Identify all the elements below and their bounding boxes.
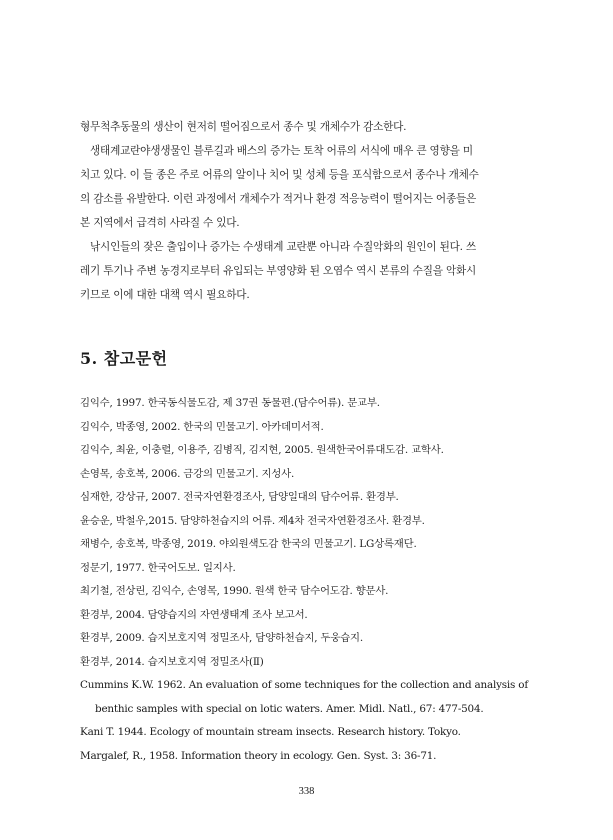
reference-item: 손영목, 송호복, 2006. 금강의 민물고기. 지성사. [80,467,295,480]
reference-item: 환경부, 2014. 습지보호지역 정밀조사(Ⅱ) [80,655,264,668]
reference-item: 김익수, 최윤, 이충렬, 이용주, 김병직, 김지현, 2005. 원색한국어류대도감. 교학사. [80,444,444,456]
section-heading: 5. 참고문헌 [80,349,168,368]
text-line: 형무척추동물의 생산이 현저히 떨어짐으로서 종수 및 개체수가 감소한다. [80,121,407,133]
text-line: 치고 있다. 이 들 종은 주로 어류의 알이나 치어 및 성체 등을 포식함으로서 종수나 개체수 [80,169,479,181]
reference-item: 김익수, 박종영, 2002. 한국의 민물고기. 아카데미서적. [80,420,324,433]
reference-item-continuation: benthic samples with special on lotic waters. Amer. Midl. Natl., 67: 477-504. [95,702,484,715]
text-line: 레기 투기나 주변 농경지로부터 유입되는 부영양화 된 오염수 역시 본류의 수질을 악화시 [80,265,477,277]
reference-item: 환경부, 2004. 담양습지의 자연생태계 조사 보고서. [80,608,308,621]
reference-item: 윤승운, 박철우,2015. 담양하천습지의 어류. 제4차 전국자연환경조사. 환경부. [80,514,425,527]
text-line: 낚시인들의 잦은 출입이나 증가는 수생태계 교란뿐 아니라 수질악화의 원인이 된다. 쓰 [90,241,477,253]
text-line: 의 감소를 유발한다. 이런 과정에서 개체수가 적거나 환경 적응능력이 떨어지는 어종들은 [80,193,477,205]
paragraph-3 [80,235,542,307]
text-line: 생태계교란야생생물인 블루길과 배스의 증가는 토착 어류의 서식에 매우 큰 영향을 미 [90,145,473,157]
paragraph-1 [80,115,542,139]
reference-item: 정문기, 1977. 한국어도보. 일지사. [80,561,236,574]
text-line: 키므로 이에 대한 대책 역시 필요하다. [80,289,250,301]
reference-item: Kani T. 1944. Ecology of mountain stream insects. Research history. Tokyo. [80,726,461,738]
reference-item: 김익수, 1997. 한국동식물도감, 제 37권 동물편.(담수어류). 문교부. [80,397,380,409]
reference-item: Cummins K.W. 1962. An evaluation of some techniques for the collection and analysis of [80,679,528,691]
page-number: 338 [298,786,315,797]
reference-item: 환경부, 2009. 습지보호지역 정밀조사, 담양하천습지, 두웅습지. [80,632,363,644]
text-line: 본 지역에서 급격히 사라질 수 있다. [80,217,240,229]
reference-item: 심재한, 강상규, 2007. 전국자연환경조사, 담양일대의 담수어류. 환경부. [80,491,399,503]
reference-item: 채병수, 송호복, 박종영, 2019. 야외원색도감 한국의 민물고기. LG상록재단. [80,538,417,550]
reference-item: 최기철, 전상린, 김익수, 손영목, 1990. 원색 한국 담수어도감. 향문사. [80,585,389,597]
paragraph-2 [80,139,542,235]
reference-item: Margalef, R., 1958. Information theory in ecology. Gen. Syst. 3: 36-71. [80,749,437,762]
reference-list [80,392,550,768]
